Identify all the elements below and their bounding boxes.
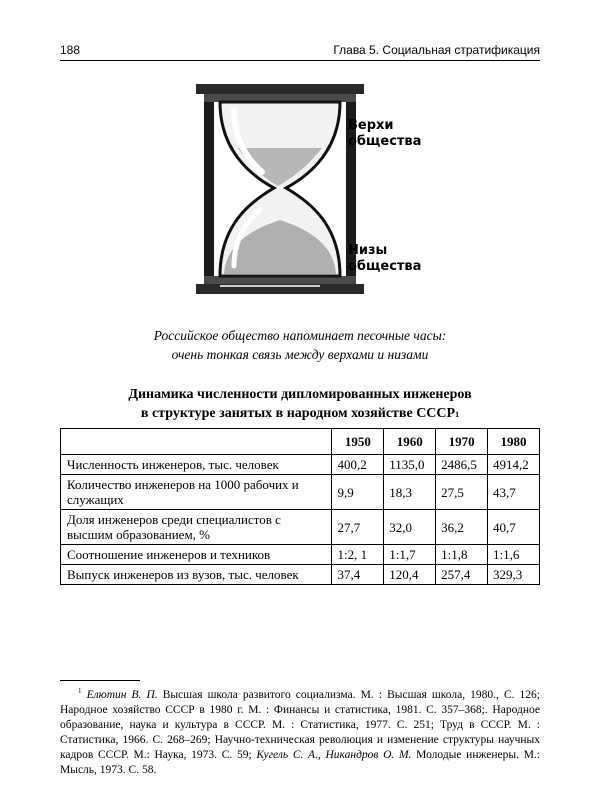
cell-value: 43,7 bbox=[488, 475, 540, 510]
cell-value: 120,4 bbox=[384, 565, 436, 585]
cell-value: 27,7 bbox=[332, 510, 384, 545]
label-top-society bbox=[348, 118, 421, 150]
row-label: Количество инженеров на 1000 рабочих и служащих bbox=[61, 475, 332, 510]
footnote-text1: Высшая школа развитого социализма. М. : Высшая школа, 1980., С. 126; Народное хозяйство СССР в 1980 г. М. : Финансы и статистика, 1981. С. 357–368;. Народное образование, наука и культура в СССР. М. : Статистика, 1977. С. 251; Труд в СССР. М. : Статистика, 1966. С. 268–269; Научно-техническая революция и изменение структуры научных кадров СССР. М.: Наука, 1973. С. 59; bbox=[60, 688, 540, 761]
caption-line2: очень тонкая связь между верхами и низами bbox=[171, 347, 429, 362]
running-head bbox=[60, 42, 540, 61]
table-header-year: 1980 bbox=[488, 429, 540, 455]
page-number: 188 bbox=[60, 43, 81, 57]
table-title bbox=[60, 385, 540, 423]
caption-line1: Российское общество напоминает песочные часы: bbox=[153, 328, 447, 343]
table-title-line1: Динамика численности дипломированных инженеров bbox=[128, 387, 472, 402]
footnote-text2: Молодые инженеры. М.: Мысль, 1973. С. 58. bbox=[60, 748, 540, 776]
table-row bbox=[61, 510, 540, 545]
cell-value: 1:1,6 bbox=[488, 545, 540, 565]
row-label: Выпуск инженеров из вузов, тыс. человек bbox=[61, 565, 332, 585]
hourglass-icon bbox=[190, 80, 410, 310]
cell-value: 36,2 bbox=[436, 510, 488, 545]
row-label: Доля инженеров среди специалистов с высшим образованием, % bbox=[61, 510, 332, 545]
footnote-author2: Кугель С. А., Никандров О. М. bbox=[256, 748, 412, 761]
cell-value: 40,7 bbox=[488, 510, 540, 545]
cell-value: 9,9 bbox=[332, 475, 384, 510]
row-label: Численность инженеров, тыс. человек bbox=[61, 455, 332, 475]
table-header-year: 1950 bbox=[332, 429, 384, 455]
label-top-line2: общества bbox=[348, 134, 422, 149]
table-header-row bbox=[61, 429, 540, 455]
table-header-empty bbox=[61, 429, 332, 455]
label-bottom-line1: Низы bbox=[348, 243, 388, 258]
table-title-line2: в структуре занятых в народном хозяйстве СССР bbox=[140, 406, 456, 421]
cell-value: 1:1,8 bbox=[436, 545, 488, 565]
label-top-line1: Верхи bbox=[348, 118, 394, 133]
table-header-year: 1960 bbox=[384, 429, 436, 455]
footnote-author1: Елютин В. П. bbox=[86, 688, 158, 701]
engineers-table bbox=[60, 428, 540, 585]
footnote bbox=[60, 684, 540, 778]
cell-value: 18,3 bbox=[384, 475, 436, 510]
row-label: Соотношение инженеров и техников bbox=[61, 545, 332, 565]
chapter-title: Глава 5. Социальная стратификация bbox=[333, 43, 540, 57]
cell-value: 2486,5 bbox=[436, 455, 488, 475]
table-row bbox=[61, 565, 540, 585]
cell-value: 257,4 bbox=[436, 565, 488, 585]
footnote-divider bbox=[60, 680, 140, 681]
cell-value: 400,2 bbox=[332, 455, 384, 475]
table-title-line2-wrap bbox=[60, 404, 540, 423]
table-title-footnote-mark: 1 bbox=[455, 410, 460, 419]
table-row bbox=[61, 455, 540, 475]
cell-value: 1135,0 bbox=[384, 455, 436, 475]
cell-value: 1:1,7 bbox=[384, 545, 436, 565]
label-bottom-line2: общества bbox=[348, 259, 422, 274]
cell-value: 32,0 bbox=[384, 510, 436, 545]
label-bottom-society bbox=[348, 243, 421, 275]
cell-value: 329,3 bbox=[488, 565, 540, 585]
table-row bbox=[61, 545, 540, 565]
figure-caption bbox=[60, 326, 540, 364]
footnote-mark: 1 bbox=[78, 687, 82, 695]
table-row bbox=[61, 475, 540, 510]
cell-value: 1:2, 1 bbox=[332, 545, 384, 565]
table-header-year: 1970 bbox=[436, 429, 488, 455]
cell-value: 37,4 bbox=[332, 565, 384, 585]
cell-value: 4914,2 bbox=[488, 455, 540, 475]
cell-value: 27,5 bbox=[436, 475, 488, 510]
